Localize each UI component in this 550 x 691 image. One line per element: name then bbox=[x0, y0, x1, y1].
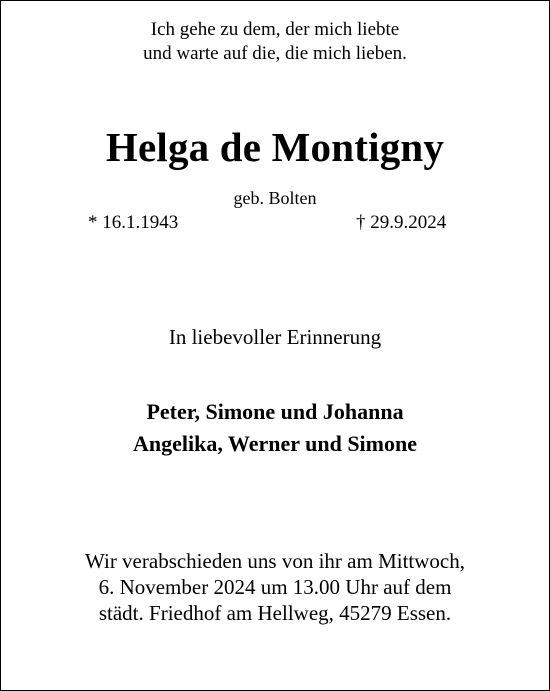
funeral-line-2: 6. November 2024 um 13.00 Uhr auf dem bbox=[98, 575, 452, 599]
funeral-line-3: städt. Friedhof am Hellweg, 45279 Essen. bbox=[98, 601, 452, 625]
mourners-line-2: Angelika, Werner und Simone bbox=[132, 431, 417, 456]
funeral-details bbox=[0, 548, 550, 626]
memory-phrase: In liebevoller Erinnerung bbox=[168, 325, 382, 349]
quote-line-2: und warte auf die, die mich lieben. bbox=[143, 43, 407, 64]
mourners bbox=[0, 396, 550, 460]
mourners-line-1: Peter, Simone und Johanna bbox=[146, 399, 404, 424]
death-date: † 29.9.2024 bbox=[356, 212, 447, 233]
birth-date: * 16.1.1943 bbox=[88, 212, 179, 233]
memorial-quote bbox=[0, 18, 550, 66]
maiden-name: geb. Bolten bbox=[233, 188, 317, 208]
quote-line-1: Ich gehe zu dem, der mich liebte bbox=[150, 19, 400, 40]
deceased-name: Helga de Montigny bbox=[105, 124, 445, 170]
funeral-line-1: Wir verabschieden uns von ihr am Mittwoch, bbox=[85, 549, 465, 573]
